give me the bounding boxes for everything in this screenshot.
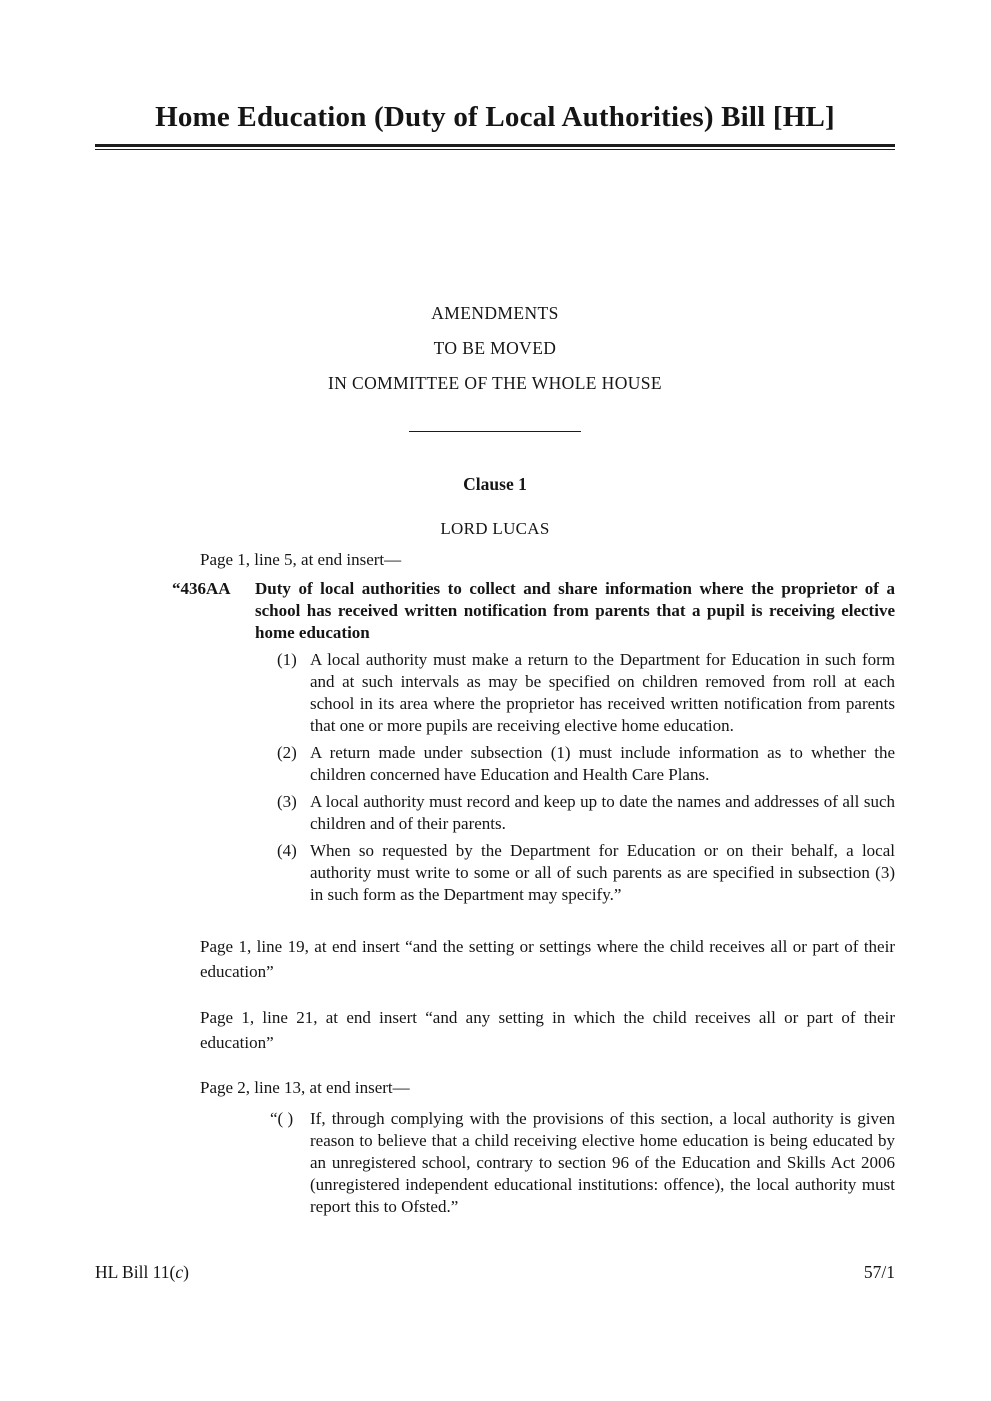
new-section-heading-text: Duty of local authorities to collect and share information where the proprietor of a school has received written notification from parents that a pupil is receiving elective home education (255, 578, 895, 642)
amendment-3-text: Page 1, line 21, at end insert “and any setting in which the child receives all or part of their education” (200, 1007, 895, 1052)
new-section-heading (95, 578, 895, 644)
amendment-1-intro: Page 1, line 5, at end insert— (200, 549, 402, 569)
amendment-4-intro: Page 2, line 13, at end insert— (200, 1077, 410, 1097)
subsection-3-text: A local authority must record and keep up to date the names and addresses of all such children and of their parents. (310, 791, 895, 833)
subsection-2 (95, 742, 895, 786)
section-divider-rule (409, 431, 581, 432)
subsection-1-text: A local authority must make a return to the Department for Education in such form and at such intervals as may be specified on children removed from roll at each school in its area where the proprietor has received written notification from parents that one or more pupils are receiving elective home education. (310, 649, 895, 735)
amendment-4-subsection (95, 1108, 895, 1218)
amendment-2-text: Page 1, line 19, at end insert “and the setting or settings where the child receives all or part of their education” (200, 936, 895, 981)
bill-reference-letter: c (175, 1262, 184, 1282)
committee-line: IN COMMITTEE OF THE WHOLE HOUSE (327, 372, 663, 393)
subsection-1 (95, 649, 895, 737)
to-be-moved-line: TO BE MOVED (433, 337, 557, 358)
preamble (95, 296, 895, 401)
subsection-3 (95, 791, 895, 835)
title-rule (95, 144, 895, 150)
subsection-2-text: A return made under subsection (1) must include information as to whether the children concerned have Education and Health Care Plans. (310, 742, 895, 784)
amendments-heading: AMENDMENTS (431, 302, 559, 323)
subsection-1-number: (1) (277, 649, 297, 669)
new-section-number: “436AA (172, 578, 231, 598)
subsection-3-number: (3) (277, 791, 297, 811)
amendment-4-subsection-text: If, through complying with the provisions of this section, a local authority is given reason to believe that a child receiving elective home education is being educated by an unregistered school, contrary to section 96 of the Education and Skills Act 2006 (unregistered independent educational institutions: offence), the local authority must report this to Ofsted.” (310, 1108, 895, 1216)
subsection-4-number: (4) (277, 840, 297, 860)
amendment-4-subsection-marker: “( ) (270, 1108, 294, 1128)
page-footer (95, 1262, 895, 1283)
session-number: 57/1 (863, 1262, 895, 1282)
page-content (0, 100, 991, 1218)
subsection-4 (95, 840, 895, 906)
bill-title: Home Education (Duty of Local Authorities) Bill [HL] (155, 101, 835, 133)
mover-name: LORD LUCAS (440, 518, 550, 538)
bill-reference (95, 1262, 189, 1283)
bill-reference-suffix: ) (183, 1262, 189, 1282)
subsection-2-number: (2) (277, 742, 297, 762)
clause-heading: Clause 1 (463, 473, 527, 494)
bill-reference-prefix: HL Bill 11( (95, 1262, 176, 1282)
subsection-4-text: When so requested by the Department for Education or on their behalf, a local authority must write to some or all of such parents as are specified in subsection (3) in such form as the Department may specify.” (310, 840, 895, 904)
